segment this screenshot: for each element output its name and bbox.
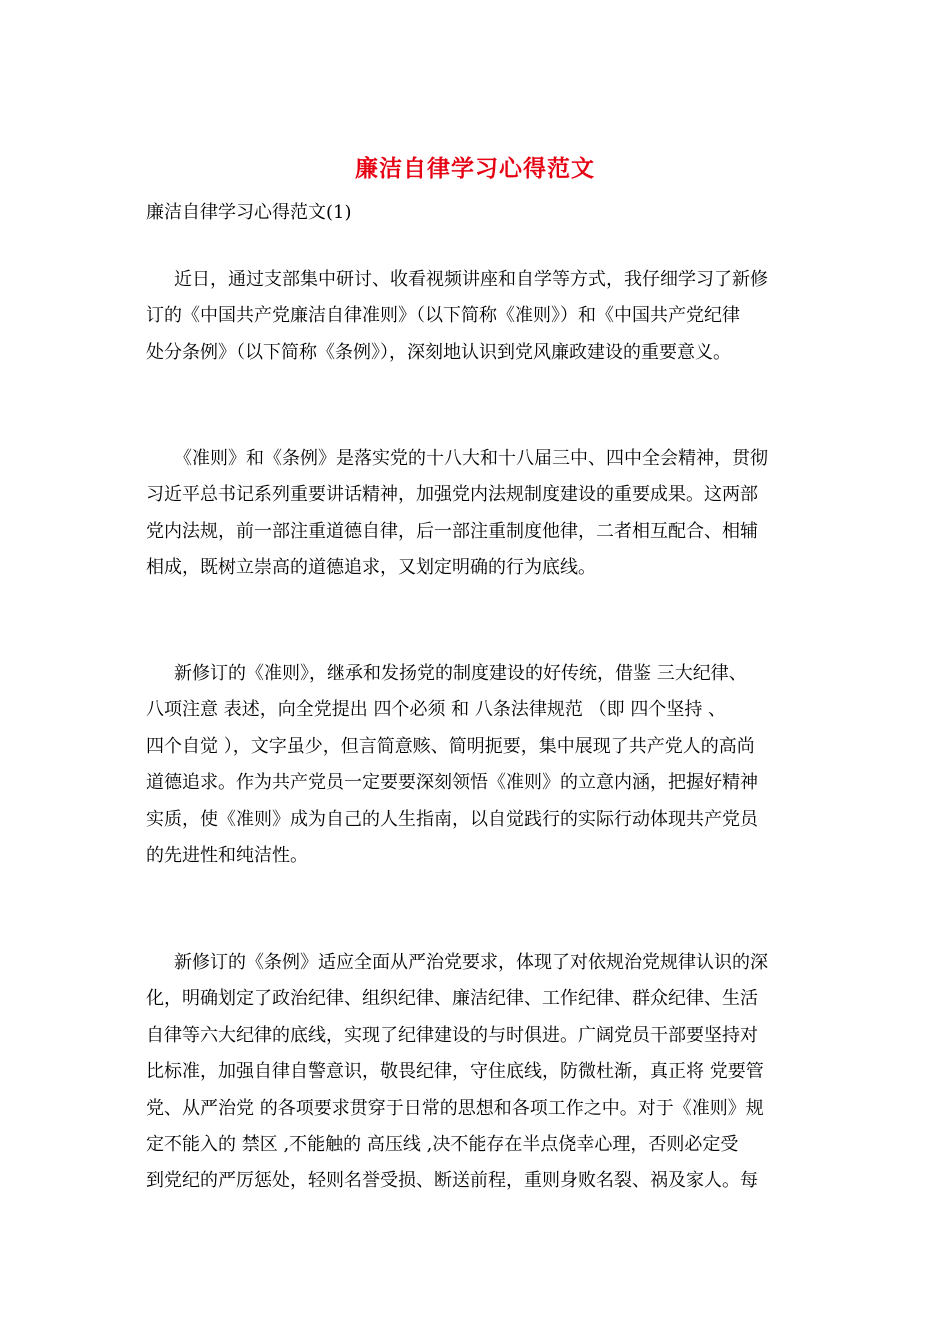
- paragraph-line: 比标准，加强自律自警意识，敬畏纪律，守住底线，防微杜渐，真正将 党要管: [146, 1061, 764, 1083]
- paragraph-line: 相成，既树立崇高的道德追求，又划定明确的行为底线。: [146, 557, 596, 579]
- paragraph-line: 八项注意 表述，向全党提出 四个必须 和 八条法律规范 （即 四个坚持 、: [146, 699, 727, 721]
- paragraph-line: 实质，使《准则》成为自己的人生指南，以自觉践行的实际行动体现共产党员: [146, 808, 758, 830]
- document-title: 廉洁自律学习心得范文: [355, 155, 595, 182]
- paragraph-line: 党内法规，前一部注重道德自律，后一部注重制度他律，二者相互配合、相辅: [146, 520, 758, 542]
- paragraph-line: 《准则》和《条例》是落实党的十八大和十八届三中、四中全会精神，贯彻: [174, 448, 768, 469]
- paragraph-line: 道德追求。作为共产党员一定要要深刻领悟《准则》的立意内涵，把握好精神: [146, 772, 758, 794]
- paragraph-line: 新修订的《条例》适应全面从严治党要求，体现了对依规治党规律认识的深: [174, 952, 768, 973]
- paragraph-line: 定不能入的 禁区 ,不能触的 高压线 ,决不能存在半点侥幸心理，否则必定受: [146, 1133, 739, 1155]
- paragraph-line: 处分条例》（以下简称《条例》），深刻地认识到党风廉政建设的重要意义。: [146, 341, 731, 363]
- paragraph-line: 化，明确划定了政治纪律、组织纪律、廉洁纪律、工作纪律、群众纪律、生活: [146, 988, 758, 1010]
- paragraph-3: [146, 656, 826, 874]
- paragraph-line: 党、从严治党 的各项要求贯穿于日常的思想和各项工作之中。对于《准则》规: [146, 1097, 764, 1119]
- document-subtitle: 廉洁自律学习心得范文(1): [146, 202, 352, 223]
- paragraph-line: 的先进性和纯洁性。: [146, 844, 308, 866]
- paragraph-line: 到党纪的严厉惩处，轻则名誉受损、断送前程，重则身败名裂、祸及家人。每: [146, 1170, 758, 1192]
- paragraph-line: 四个自觉 ），文字虽少，但言简意赅、简明扼要，集中展现了共产党人的高尚: [146, 735, 755, 757]
- paragraph-line: 订的《中国共产党廉洁自律准则》（以下简称《准则》）和《中国共产党纪律: [146, 305, 740, 327]
- paragraph-1: [146, 262, 826, 371]
- paragraph-2: [146, 441, 826, 587]
- paragraph-line: 习近平总书记系列重要讲话精神，加强党内法规制度建设的重要成果。这两部: [146, 484, 758, 506]
- paragraph-4: [146, 945, 826, 1200]
- paragraph-line: 新修订的《准则》，继承和发扬党的制度建设的好传统，借鉴 三大纪律、: [174, 663, 747, 684]
- paragraph-line: 近日，通过支部集中研讨、收看视频讲座和自学等方式，我仔细学习了新修: [174, 269, 768, 290]
- paragraph-line: 自律等六大纪律的底线，实现了纪律建设的与时俱进。广阔党员干部要坚持对: [146, 1024, 758, 1046]
